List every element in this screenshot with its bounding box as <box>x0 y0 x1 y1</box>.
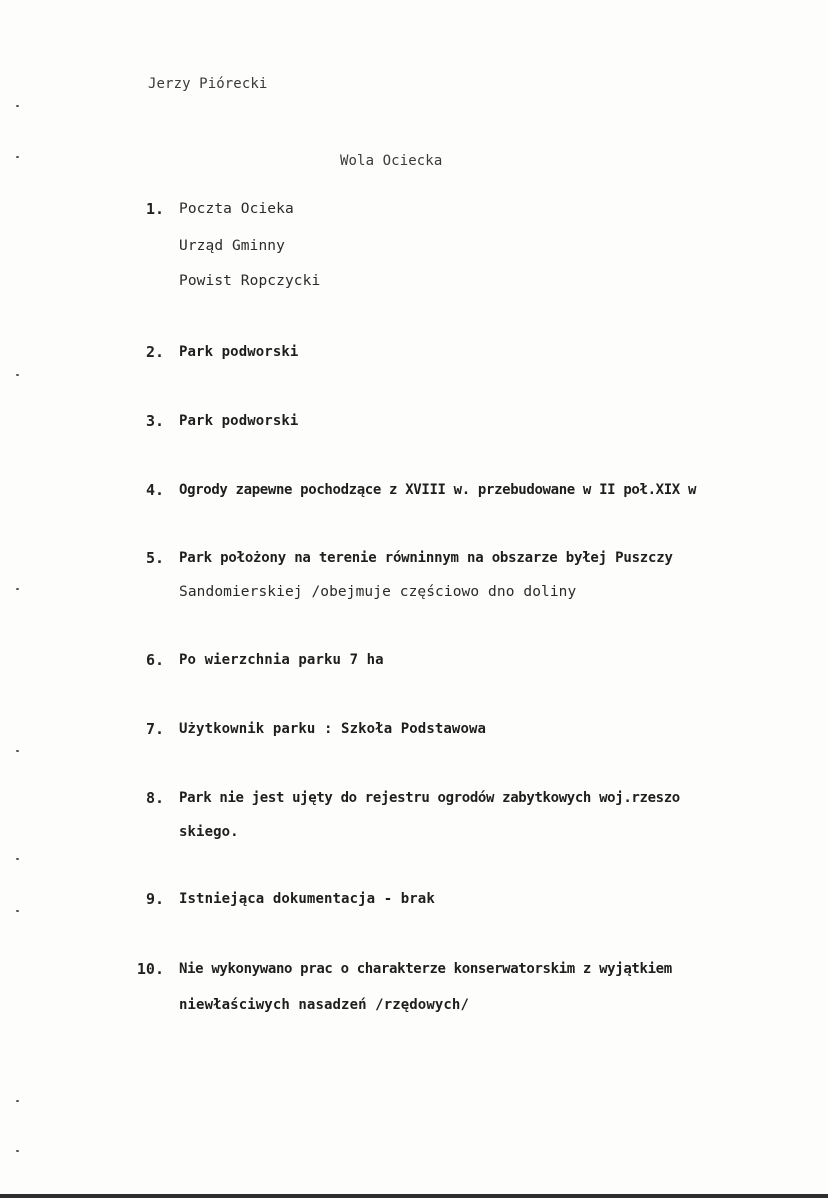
item-line: Park nie jest ujęty do rejestru ogrodów zabytkowych woj.rzeszo <box>179 790 680 806</box>
item-number: 10. <box>136 960 164 978</box>
margin-speck <box>16 1150 19 1152</box>
item-number: 9. <box>145 890 164 908</box>
page-bottom-edge <box>0 1194 828 1198</box>
item-line: Ogrody zapewne pochodzące z XVIII w. przebudowane w II poł.XIX w <box>179 482 697 498</box>
item-number: 1. <box>145 200 164 218</box>
item-number: 3. <box>145 412 164 430</box>
item-line: Powist Ropczycki <box>179 273 321 289</box>
item-line: skiego. <box>179 824 239 840</box>
item-number: 2. <box>145 343 164 361</box>
item-number: 7. <box>145 720 164 738</box>
author-name: Jerzy Piórecki <box>148 76 268 92</box>
item-number: 6. <box>145 651 164 669</box>
item-line: Poczta Ocieka <box>179 201 294 217</box>
margin-speck <box>16 105 19 107</box>
item-line: Użytkownik parku : Szkoła Podstawowa <box>179 721 487 737</box>
margin-speck <box>16 156 19 158</box>
item-number: 4. <box>145 481 164 499</box>
margin-speck <box>16 1100 19 1102</box>
margin-speck <box>16 750 19 752</box>
item-line: Sandomierskiej /obejmuje częściowo dno doliny <box>179 584 577 600</box>
margin-speck <box>16 858 19 860</box>
item-line: Park podworski <box>179 413 299 429</box>
item-number: 5. <box>145 549 164 567</box>
document-title: Wola Ociecka <box>340 153 443 169</box>
item-line: niewłaściwych nasadzeń /rzędowych/ <box>179 997 469 1013</box>
item-line: Park podworski <box>179 344 299 360</box>
margin-speck <box>16 374 19 376</box>
item-line: Urząd Gminny <box>179 238 285 254</box>
item-line: Nie wykonywano prac o charakterze konserwatorskim z wyjątkiem <box>179 961 672 977</box>
item-number: 8. <box>145 789 164 807</box>
margin-speck <box>16 910 19 912</box>
item-line: Park położony na terenie równinnym na obszarze byłej Puszczy <box>179 550 673 566</box>
item-line: Istniejąca dokumentacja - brak <box>179 891 435 907</box>
item-line: Po wierzchnia parku 7 ha <box>179 652 384 668</box>
margin-speck <box>16 588 19 590</box>
